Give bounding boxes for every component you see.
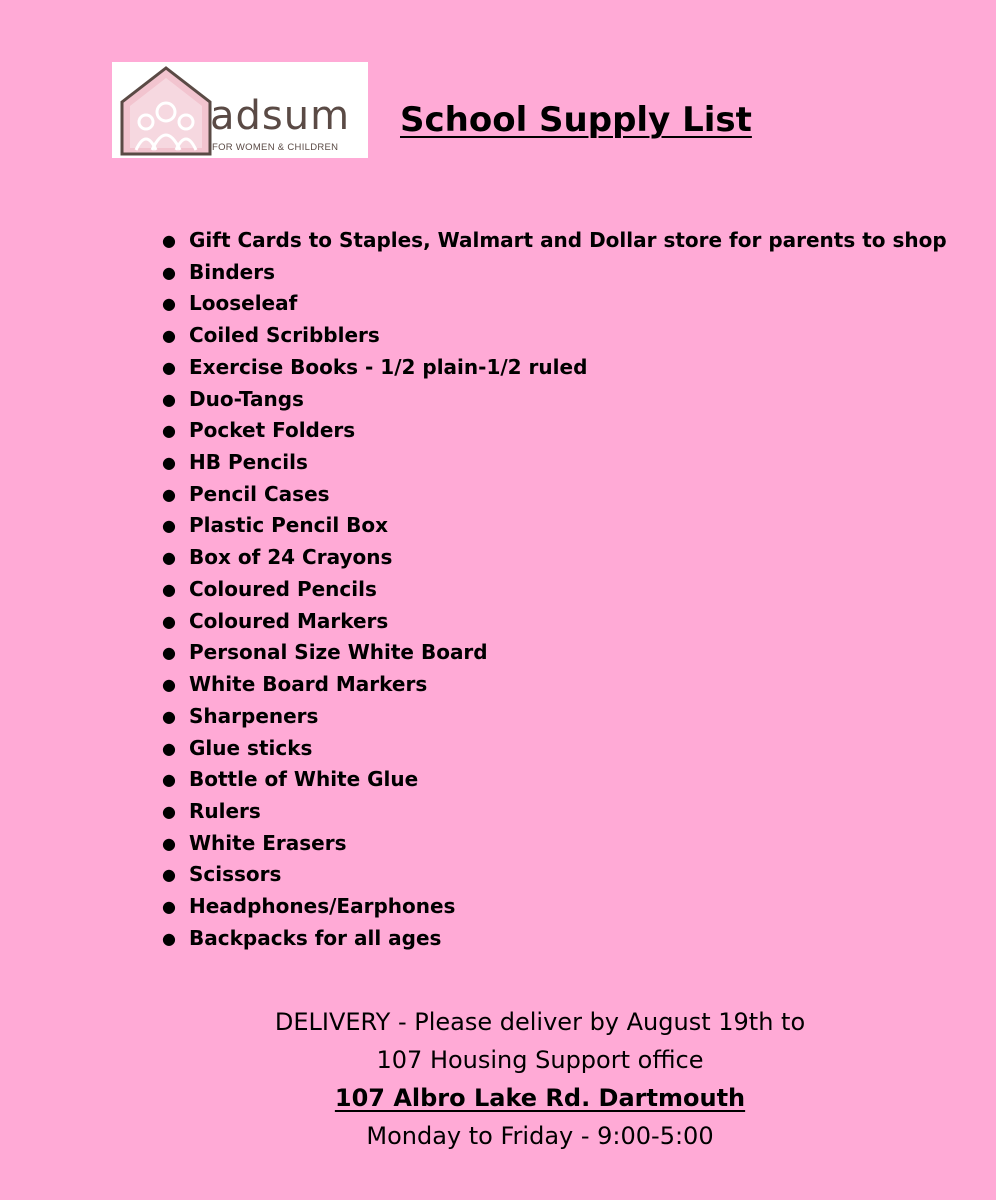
bullet-icon: ● bbox=[162, 389, 176, 409]
logo-wordmark: adsum bbox=[210, 93, 351, 139]
list-item bbox=[160, 733, 947, 765]
list-item-label: Headphones/Earphones bbox=[189, 894, 456, 919]
list-item-label: Rulers bbox=[189, 798, 261, 823]
bullet-icon: ● bbox=[162, 928, 176, 948]
list-item bbox=[160, 574, 947, 606]
list-item-label: Duo-Tangs bbox=[189, 386, 304, 411]
list-item bbox=[160, 510, 947, 542]
list-item bbox=[160, 320, 947, 352]
list-item-label: Exercise Books - 1/2 plain-1/2 ruled bbox=[189, 354, 588, 379]
list-item-label: Glue sticks bbox=[189, 735, 313, 760]
bullet-icon: ● bbox=[162, 357, 176, 377]
list-item-label: Coloured Pencils bbox=[189, 576, 377, 601]
list-item bbox=[160, 447, 947, 479]
bullet-icon: ● bbox=[162, 421, 176, 441]
list-item-label: Sharpeners bbox=[189, 703, 319, 728]
bullet-icon: ● bbox=[162, 738, 176, 758]
list-item-label: Bottle of White Glue bbox=[189, 767, 419, 792]
supply-list bbox=[160, 225, 947, 955]
bullet-icon: ● bbox=[162, 326, 176, 346]
page-title: School Supply List bbox=[400, 100, 752, 140]
list-item-label: White Board Markers bbox=[189, 672, 428, 697]
list-item bbox=[160, 384, 947, 416]
bullet-icon: ● bbox=[162, 675, 176, 695]
bullet-icon: ● bbox=[162, 643, 176, 663]
list-item bbox=[160, 764, 947, 796]
bullet-icon: ● bbox=[162, 770, 176, 790]
list-item-label: Looseleaf bbox=[189, 291, 298, 316]
list-item-label: HB Pencils bbox=[189, 450, 308, 475]
list-item bbox=[160, 701, 947, 733]
list-item-label: Scissors bbox=[189, 862, 282, 887]
house-family-icon bbox=[118, 64, 214, 156]
list-item-label: Pocket Folders bbox=[189, 418, 356, 443]
bullet-icon: ● bbox=[162, 516, 176, 536]
list-item bbox=[160, 891, 947, 923]
list-item-label: Coloured Markers bbox=[189, 608, 389, 633]
delivery-info bbox=[0, 1003, 996, 1155]
list-item-label: Plastic Pencil Box bbox=[189, 513, 389, 538]
bullet-icon: ● bbox=[162, 231, 176, 250]
list-item-label: Coiled Scribblers bbox=[189, 323, 380, 348]
list-item-label: Binders bbox=[189, 259, 275, 284]
list-item bbox=[160, 352, 947, 384]
bullet-icon: ● bbox=[162, 294, 176, 314]
bullet-icon: ● bbox=[162, 801, 176, 821]
list-item bbox=[160, 859, 947, 891]
bullet-icon: ● bbox=[162, 548, 176, 568]
list-item bbox=[160, 225, 947, 257]
delivery-location: 107 Housing Support office bbox=[376, 1046, 704, 1074]
adsum-logo bbox=[112, 62, 368, 158]
bullet-icon: ● bbox=[162, 453, 176, 473]
list-item bbox=[160, 288, 947, 320]
delivery-hours: Monday to Friday - 9:00-5:00 bbox=[366, 1122, 714, 1150]
bullet-icon: ● bbox=[162, 865, 176, 885]
list-item-label: Pencil Cases bbox=[189, 481, 330, 506]
bullet-icon: ● bbox=[162, 833, 176, 853]
delivery-instructions: DELIVERY - Please deliver by August 19th to bbox=[274, 1008, 806, 1036]
list-item-label: Gift Cards to Staples, Walmart and Dollar store for parents to shop bbox=[189, 228, 947, 252]
list-item-label: Backpacks for all ages bbox=[189, 925, 442, 950]
logo-tagline: FOR WOMEN & CHILDREN bbox=[212, 142, 339, 153]
bullet-icon: ● bbox=[162, 897, 176, 917]
bullet-icon: ● bbox=[162, 579, 176, 599]
delivery-address: 107 Albro Lake Rd. Dartmouth bbox=[334, 1084, 746, 1112]
list-item-label: Personal Size White Board bbox=[189, 640, 488, 665]
list-item bbox=[160, 637, 947, 669]
list-item bbox=[160, 828, 947, 860]
list-item bbox=[160, 923, 947, 955]
list-item bbox=[160, 542, 947, 574]
list-item bbox=[160, 796, 947, 828]
list-item bbox=[160, 415, 947, 447]
list-item bbox=[160, 669, 947, 701]
bullet-icon: ● bbox=[162, 611, 176, 631]
list-item bbox=[160, 257, 947, 289]
bullet-icon: ● bbox=[162, 706, 176, 726]
bullet-icon: ● bbox=[162, 262, 176, 282]
list-item bbox=[160, 606, 947, 638]
list-item-label: White Erasers bbox=[189, 830, 347, 855]
list-item bbox=[160, 479, 947, 511]
list-item-label: Box of 24 Crayons bbox=[189, 545, 393, 570]
bullet-icon: ● bbox=[162, 484, 176, 504]
